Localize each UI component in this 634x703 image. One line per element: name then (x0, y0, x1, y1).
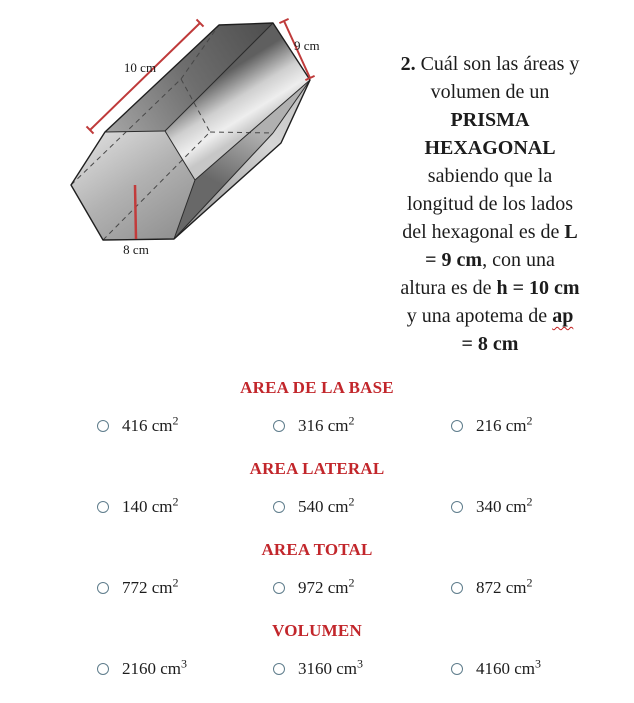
question-line: del hexagonal es de L (402, 221, 578, 243)
radio-option[interactable] (97, 494, 273, 517)
radio-option[interactable] (451, 575, 634, 598)
option-label: 540 $cm^2$ (298, 494, 355, 516)
section-area-total (0, 540, 634, 599)
option-label: 340 $cm^2$ (476, 494, 533, 516)
question-text (362, 50, 618, 358)
radio-option[interactable] (273, 494, 451, 517)
option-label: 316 $cm^2$ (298, 413, 355, 435)
option-row (0, 415, 634, 437)
radio-option[interactable] (451, 413, 634, 436)
apothem-label: 8 cm (123, 242, 149, 257)
radio-button[interactable] (273, 582, 285, 594)
question-line: 2. Cuál son las áreas y (400, 53, 580, 75)
radio-button[interactable] (273, 501, 285, 513)
option-label: 972 $cm^2$ (298, 575, 355, 597)
radio-button[interactable] (451, 501, 463, 513)
option-row (0, 658, 634, 680)
length-dimension-label: 10 cm (123, 60, 157, 75)
option-label: 3160 $cm^3$ (298, 656, 364, 678)
apothem-line (135, 185, 136, 239)
question-line: volumen de un (430, 81, 550, 103)
answers-area (0, 378, 634, 702)
section-area-lateral (0, 459, 634, 518)
option-label: 416 $cm^2$ (122, 413, 179, 435)
radio-option[interactable] (273, 656, 451, 679)
radio-button[interactable] (451, 663, 463, 675)
section-area-base (0, 378, 634, 437)
radio-button[interactable] (97, 663, 109, 675)
radio-button[interactable] (451, 582, 463, 594)
option-label: 4160 $cm^3$ (476, 656, 542, 678)
radio-option[interactable] (273, 413, 451, 436)
option-label: 140 $cm^2$ (122, 494, 179, 516)
radio-button[interactable] (273, 420, 285, 432)
question-line: PRISMA (450, 109, 530, 131)
option-row (0, 577, 634, 599)
side-dimension-label: 9 cm (294, 38, 320, 53)
radio-button[interactable] (273, 663, 285, 675)
radio-option[interactable] (97, 656, 273, 679)
radio-button[interactable] (451, 420, 463, 432)
section-heading: AREA LATERAL (249, 459, 385, 478)
question-line: = 8 cm (461, 333, 519, 355)
section-volumen (0, 621, 634, 680)
question-line: = 9 cm, con una (425, 249, 555, 271)
option-label: 772 $cm^2$ (122, 575, 179, 597)
radio-button[interactable] (97, 582, 109, 594)
radio-option[interactable] (451, 494, 634, 517)
radio-option[interactable] (451, 656, 634, 679)
section-heading: VOLUMEN (272, 621, 362, 640)
hexagonal-prism-figure (40, 0, 370, 265)
question-line: y una apotema de ap (406, 305, 574, 327)
radio-button[interactable] (97, 420, 109, 432)
radio-option[interactable] (97, 575, 273, 598)
question-line: longitud de los lados (406, 193, 574, 215)
option-label: 872 $cm^2$ (476, 575, 533, 597)
option-label: 2160 $cm^3$ (122, 656, 188, 678)
option-label: 216 $cm^2$ (476, 413, 533, 435)
section-heading: AREA TOTAL (261, 540, 373, 559)
option-row (0, 496, 634, 518)
question-line: HEXAGONAL (424, 137, 556, 159)
radio-button[interactable] (97, 501, 109, 513)
section-heading: AREA DE LA BASE (240, 378, 394, 397)
radio-option[interactable] (97, 413, 273, 436)
question-line: sabiendo que la (427, 165, 553, 187)
radio-option[interactable] (273, 575, 451, 598)
question-line: altura es de h = 10 cm (400, 277, 580, 299)
